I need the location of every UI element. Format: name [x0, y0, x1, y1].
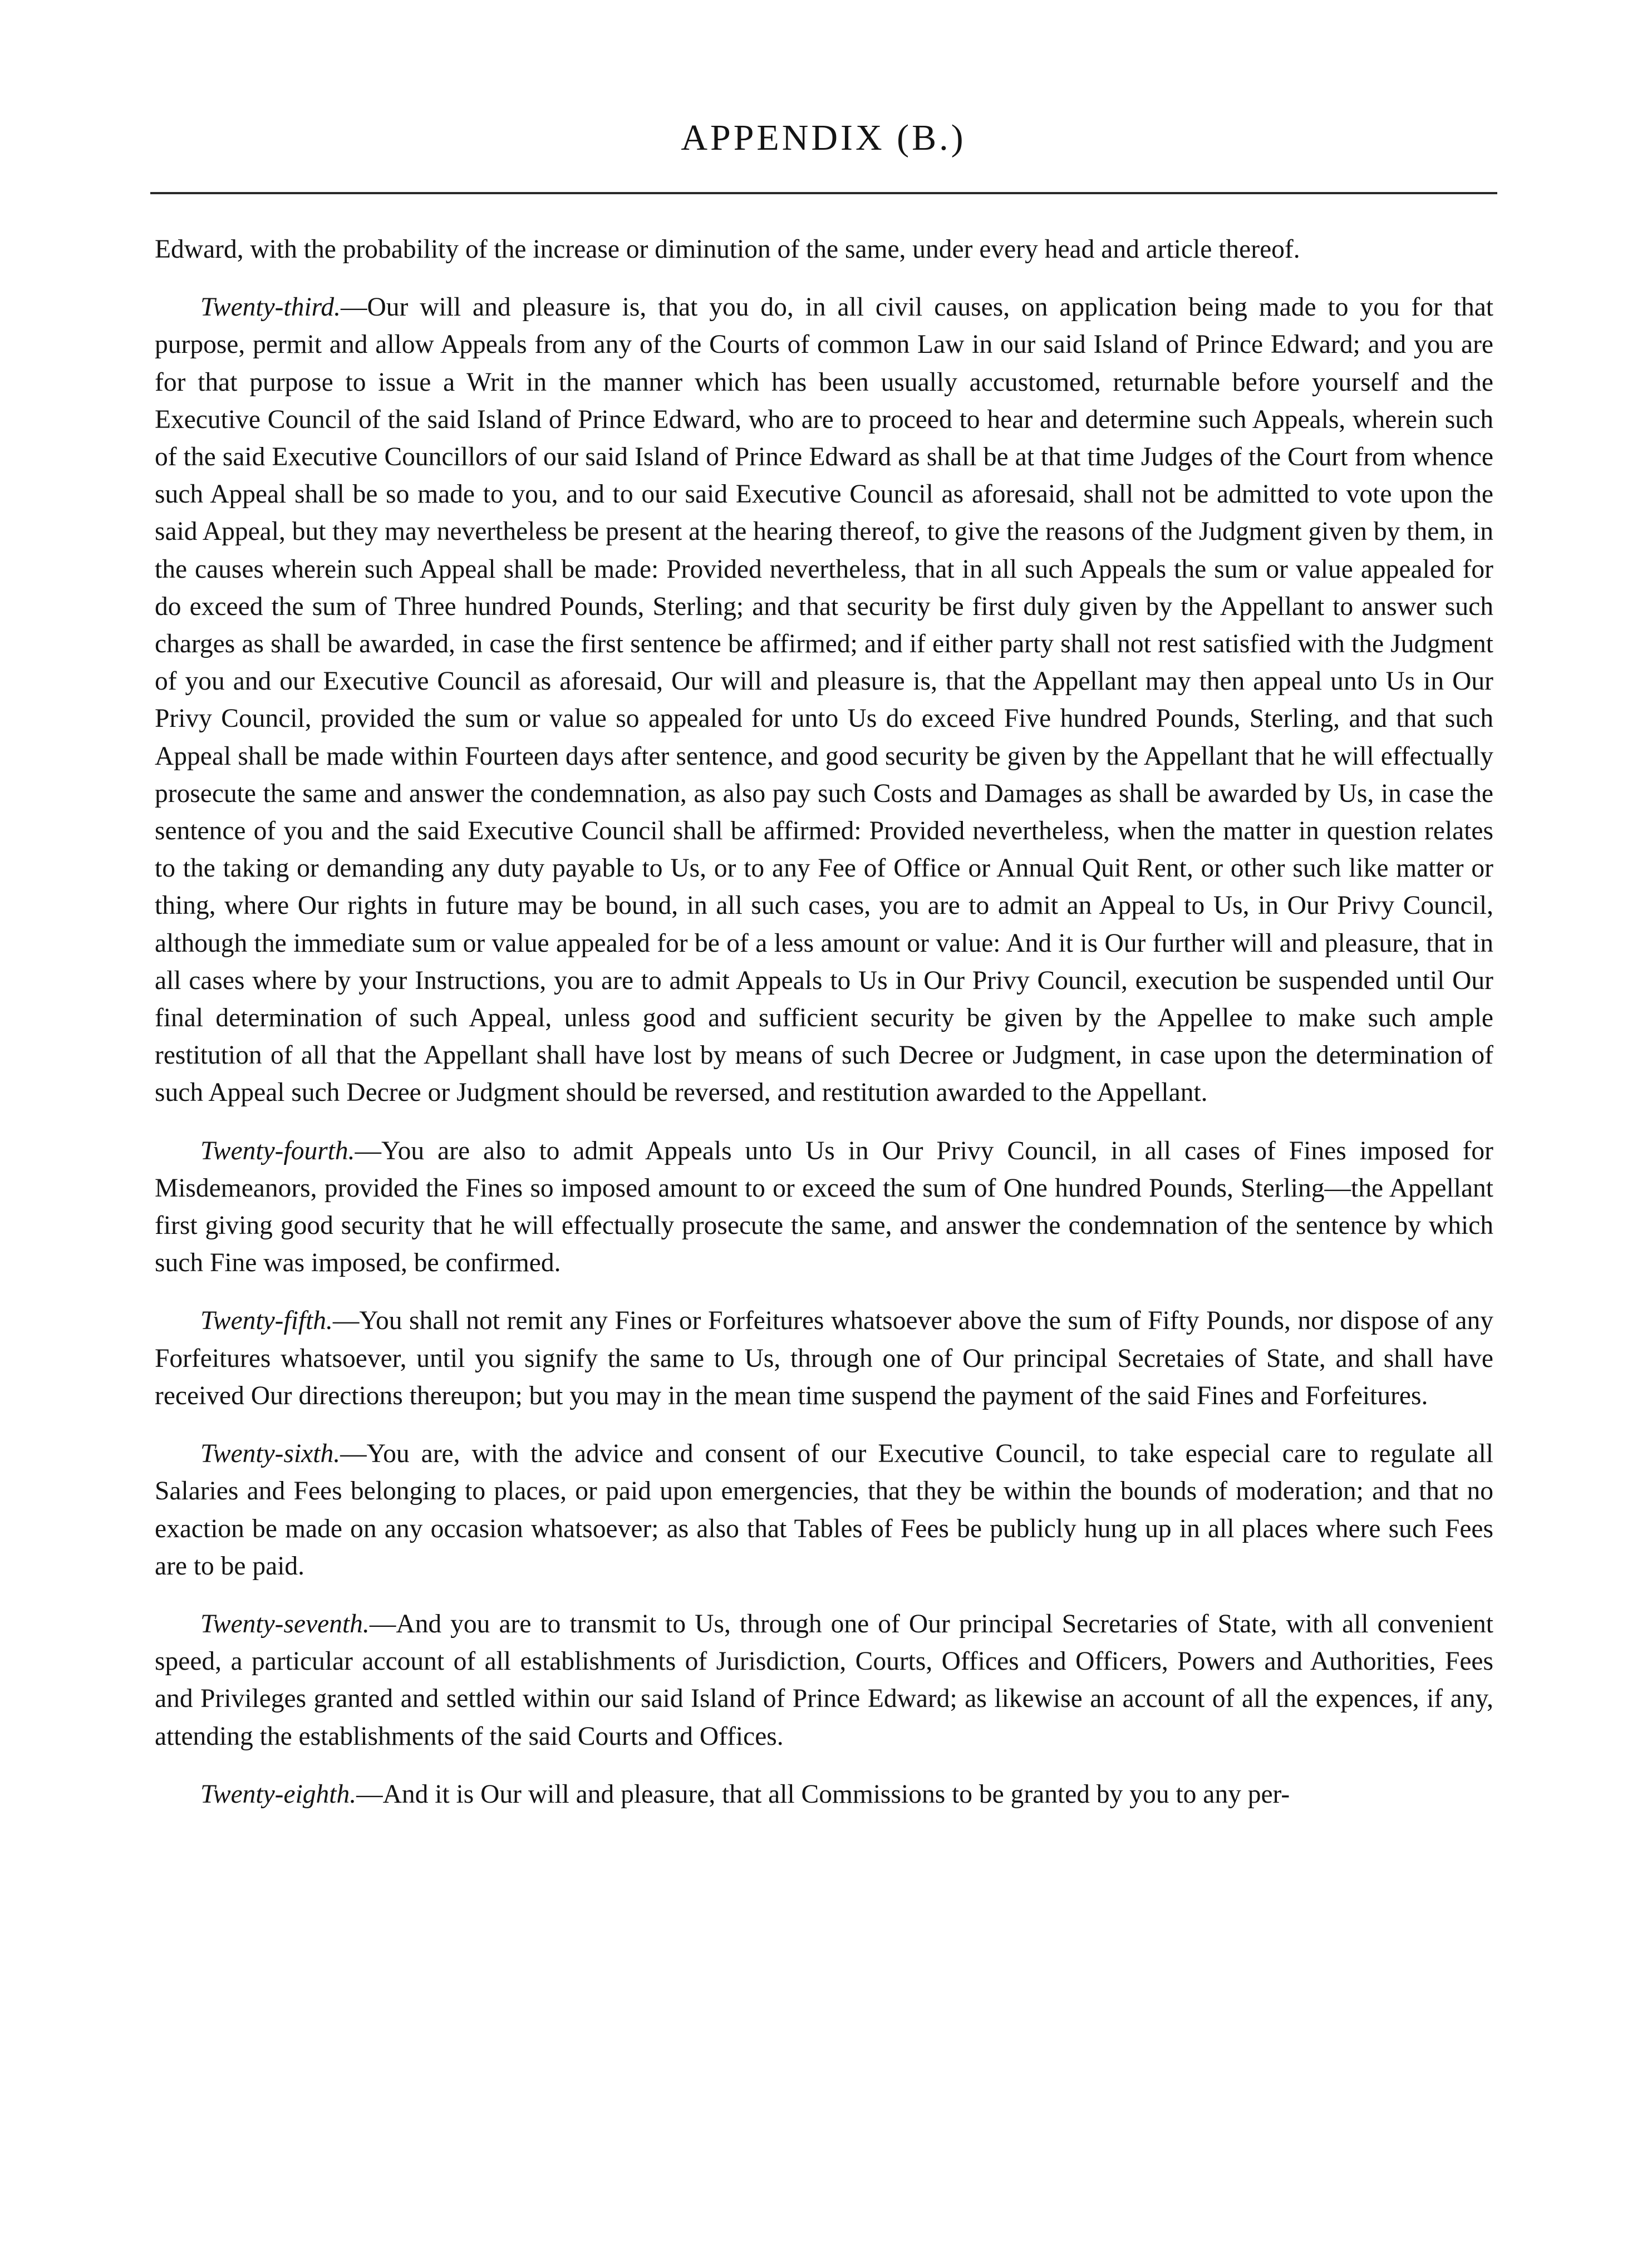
paragraph-twenty-fifth [155, 1302, 1493, 1415]
paragraph-text: —You are also to admit Appeals unto Us in Our Privy Council, in all cases of Fines imposed for Misdemeanors, provided the Fines so imposed amount to or exceed the sum of One hundred Pounds, Sterling—the Appellant first giving good security that he will effectually prosecute the same, and answer the condemnation of the sentence by which such Fine was imposed, be confirmed. [155, 1136, 1493, 1278]
paragraph-text: Edward, with the probability of the increase or diminution of the same, under every head and article thereof. [155, 235, 1300, 264]
paragraph-continuation [155, 231, 1493, 268]
document-body [155, 231, 1493, 1834]
paragraph-text: —You shall not remit any Fines or Forfeitures whatsoever above the sum of Fifty Pounds, nor dispose of any Forfeitures whatsoever, until you signify the same to Us, through one of Our principal Secretaies of State, and shall have received Our directions thereupon; but you may in the mean time suspend the payment of the said Fines and Forfeitures. [155, 1306, 1493, 1410]
paragraph-twenty-fourth [155, 1133, 1493, 1282]
paragraph-text: —You are, with the advice and consent of our Executive Council, to take especial care to regulate all Salaries and Fees belonging to places, or paid upon emergencies, that they be within the bounds of moderation; and that no exaction be made on any occasion whatsoever; as also that Tables of Fees be publicly hung up in all places where such Fees are to be paid. [155, 1439, 1493, 1581]
paragraph-heading: Twenty-sixth. [200, 1439, 341, 1469]
paragraph-text: —And it is Our will and pleasure, that all Commissions to be granted by you to any per- [356, 1779, 1290, 1809]
page-header: APPENDIX (B.) [681, 117, 966, 158]
paragraph-heading: Twenty-fifth. [200, 1306, 333, 1336]
header-rule [150, 192, 1497, 194]
paragraph-twenty-sixth [155, 1435, 1493, 1585]
paragraph-twenty-third [155, 289, 1493, 1111]
paragraph-heading: Twenty-seventh. [200, 1609, 370, 1639]
paragraph-text: —And you are to transmit to Us, through one of Our principal Secretaries of State, with all convenient speed, a particular account of all establishments of Jurisdiction, Courts, Offices and Officers, Powers and Authorities, Fees and Privileges granted and settled within our said Island of Prince Edward; as likewise an account of all the expences, if any, attending the establishments of the said Courts and Offices. [155, 1609, 1493, 1751]
paragraph-heading: Twenty-fourth. [200, 1136, 355, 1165]
paragraph-twenty-eighth [155, 1776, 1493, 1813]
paragraph-heading: Twenty-eighth. [200, 1779, 357, 1809]
paragraph-heading: Twenty-third. [200, 293, 341, 322]
paragraph-text: —Our will and pleasure is, that you do, in all civil causes, on application being made to you for that purpose, permit and allow Appeals from any of the Courts of common Law in our said Island of Prince Edward; and you are for that purpose to issue a Writ in the manner which has been usually accustomed, returnable before yourself and the Executive Council of the said Island of Prince Edward, who are to proceed to hear and determine such Appeals, wherein such of the said Executive Councillors of our said Island of Prince Edward as shall be at that time Judges of the Court from whence such Appeal shall be so made to you, and to our said Executive Council as aforesaid, shall not be admitted to vote upon the said Appeal, but they may nevertheless be present at the hearing thereof, to give the reasons of the Judgment given by them, in the causes wherein such Appeal shall be made: Provided nevertheless, that in all such Appeals the sum or value appealed for do exceed the sum of Three hundred Pounds, Sterling; and that security be first duly given by the Appellant to answer such charges as shall be awarded, in case the first sentence be affirmed; and if either party shall not rest satisfied with the Judgment of you and our Executive Council as aforesaid, Our will and pleasure is, that the Appellant may then appeal unto Us in Our Privy Council, provided the sum or value so appealed for unto Us do exceed Five hundred Pounds, Sterling, and that such Appeal shall be made within Fourteen days after sentence, and good security be given by the Appellant that he will effectually prosecute the same and answer the condemnation, as also pay such Costs and Damages as shall be awarded by Us, in case the sentence of you and the said Executive Council shall be affirmed: Provided nevertheless, when the matter in question relates to the taking or demanding any duty payable to Us, or to any Fee of Office or Annual Quit Rent, or other such like matter or thing, where Our rights in future may be bound, in all such cases, you are to admit an Appeal to Us, in Our Privy Council, although the immediate sum or value appealed for be of a less amount or value: And it is Our further will and pleasure, that in all cases where by your Instructions, you are to admit Appeals to Us in Our Privy Council, execution be suspended until Our final determination of such Appeal, unless good and sufficient security be given by the Appellee to make such ample restitution of all that the Appellant shall have lost by means of such Decree or Judgment, in case upon the determination of such Appeal such Decree or Judgment should be reversed, and restitution awarded to the Appellant. [155, 293, 1493, 1108]
paragraph-twenty-seventh [155, 1606, 1493, 1755]
